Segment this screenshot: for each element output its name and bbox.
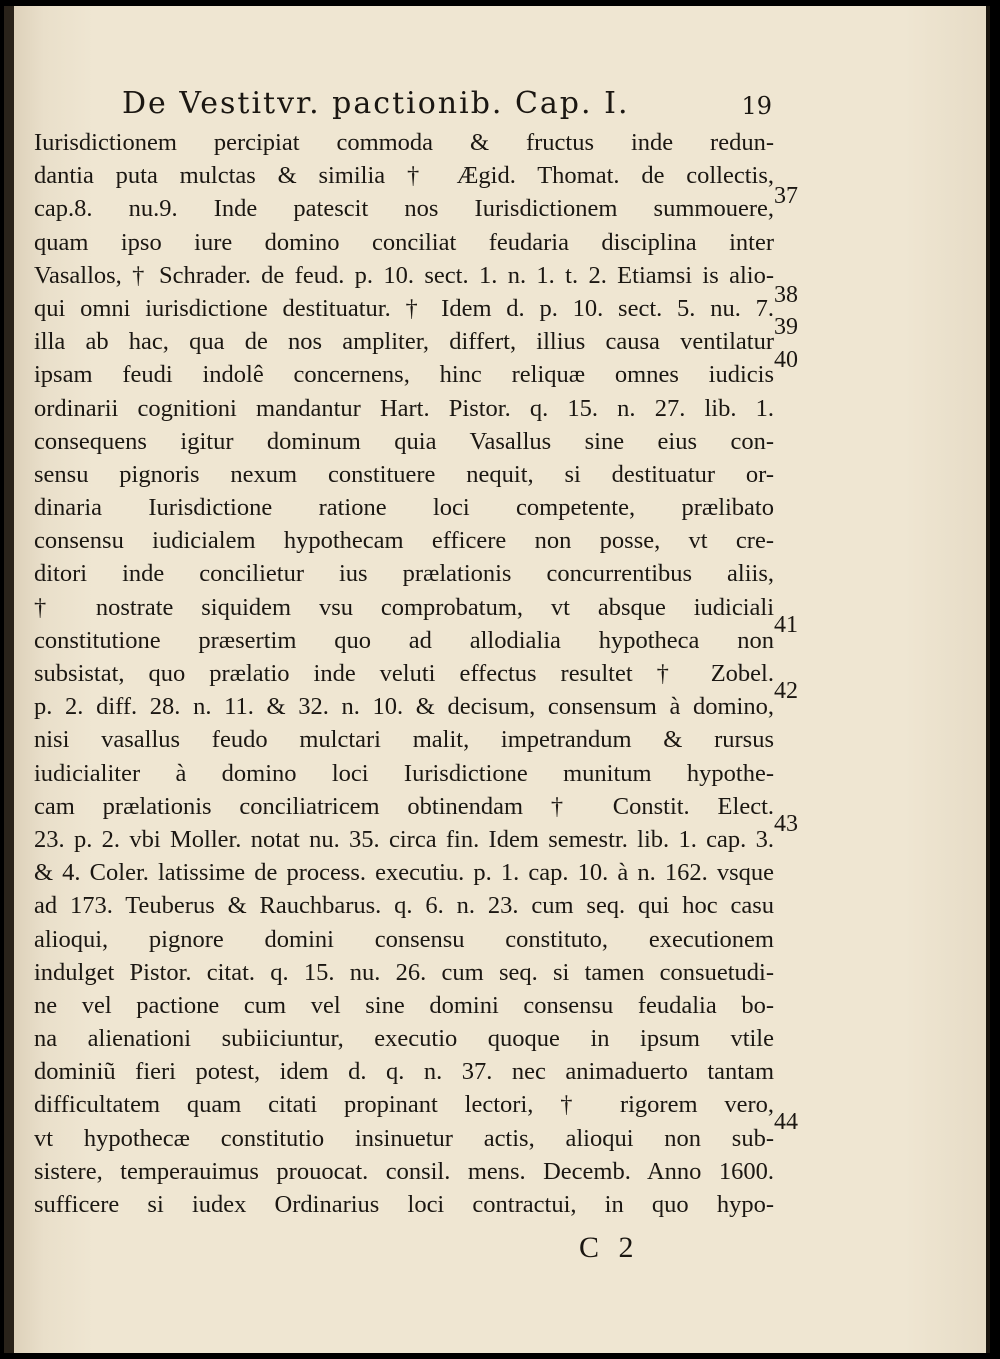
text-line: ad 173. Teuberus & Rauchbarus. q. 6. n. 23. cum seq. qui hoc casu <box>34 892 774 920</box>
text-line: qui omni iurisdictione destituatur. † Idem d. p. 10. sect. 5. nu. 7. <box>34 294 774 322</box>
margin-note-number: 37 <box>774 183 798 209</box>
text-line: na alienationi subiiciuntur, executio quoque in ipsum vtile <box>34 1025 774 1053</box>
text-line: sistere, temperauimus prouocat. consil. mens. Decemb. Anno 1600. <box>34 1157 774 1185</box>
margin-note-number: 43 <box>774 811 798 837</box>
page-gutter <box>4 6 14 1353</box>
text-line: dinaria Iurisdictione ratione loci competente, prælibato <box>34 494 774 522</box>
text-line: ne vel pactione cum vel sine domini consensu feudalia bo- <box>34 991 774 1019</box>
margin-note-number: 39 <box>774 314 798 340</box>
text-line: subsistat, quo prælatio inde veluti effectus resultet † Zobel. <box>34 660 774 687</box>
text-line: constitutione præsertim quo ad allodialia hypotheca non <box>34 626 774 654</box>
text-line: Iurisdictionem percipiat commoda & fructus inde redun- <box>34 129 774 156</box>
signature-mark: C 2 <box>579 1231 640 1264</box>
body-text <box>34 126 774 1221</box>
text-line: ordinarii cognitioni mandantur Hart. Pistor. q. 15. n. 27. lib. 1. <box>34 394 774 422</box>
text-line: alioqui, pignore domini consensu constituto, executionem <box>34 925 774 953</box>
text-line: dantia puta mulctas & similia † Ægid. Thomat. de collectis, <box>34 162 774 190</box>
text-line: cam prælationis conciliatricem obtinendam † Constit. Elect. <box>34 792 774 820</box>
text-line: consequens igitur dominum quia Vasallus sine eius con- <box>34 427 774 455</box>
text-line: indulget Pistor. citat. q. 15. nu. 26. cum seq. si tamen consuetudi- <box>34 958 774 986</box>
margin-note-number: 38 <box>774 282 798 308</box>
text-line: cap.8. nu.9. Inde patescit nos Iurisdictionem summouere, <box>34 195 774 223</box>
text-line: 23. p. 2. vbi Moller. notat nu. 35. circa fin. Idem semestr. lib. 1. cap. 3. <box>34 825 774 853</box>
text-line: iudicialiter à domino loci Iurisdictione munitum hypothe- <box>34 759 774 787</box>
text-line: consensu iudicialem hypothecam efficere non posse, vt cre- <box>34 527 774 555</box>
text-line: difficultatem quam citati propinant lectori, † rigorem vero, <box>34 1091 774 1119</box>
text-line: † nostrate siquidem vsu comprobatum, vt absque iudiciali <box>34 593 774 621</box>
running-head <box>122 86 772 126</box>
text-line: illa ab hac, qua de nos ampliter, differt, illius causa ventilatur <box>34 328 774 356</box>
running-head-title: De Vestitvr. pactionib. Cap. I. <box>122 86 630 121</box>
text-line: p. 2. diff. 28. n. 11. & 32. n. 10. & decisum, consensum à domino, <box>34 693 774 721</box>
book-page <box>4 6 990 1353</box>
text-line: sufficere si iudex Ordinarius loci contractui, in quo hypo- <box>34 1191 774 1218</box>
text-line: sensu pignoris nexum constituere nequit, si destituatur or- <box>34 460 774 488</box>
text-line: Vasallos, † Schrader. de feud. p. 10. sect. 1. n. 1. t. 2. Etiamsi is alio- <box>34 261 774 289</box>
text-line: vt hypothecæ constitutio insinuetur actis, alioqui non sub- <box>34 1124 774 1152</box>
page-edge <box>986 6 990 1353</box>
text-line: & 4. Coler. latissime de process. executiu. p. 1. cap. 10. à n. 162. vsque <box>34 859 774 887</box>
margin-note-number: 40 <box>774 347 798 373</box>
margin-note-number: 41 <box>774 612 798 638</box>
text-line: ditori inde concilietur ius prælationis concurrentibus aliis, <box>34 560 774 588</box>
margin-note-number: 44 <box>774 1109 798 1135</box>
margin-note-number: 42 <box>774 678 798 704</box>
text-line: quam ipso iure domino conciliat feudaria disciplina inter <box>34 228 774 256</box>
text-line: dominiũ fieri potest, idem d. q. n. 37. nec animaduerto tantam <box>34 1058 774 1086</box>
text-line: ipsam feudi indolê concernens, hinc reliquæ omnes iudicis <box>34 361 774 389</box>
page-number: 19 <box>741 92 772 120</box>
text-line: nisi vasallus feudo mulctari malit, impetrandum & rursus <box>34 726 774 754</box>
